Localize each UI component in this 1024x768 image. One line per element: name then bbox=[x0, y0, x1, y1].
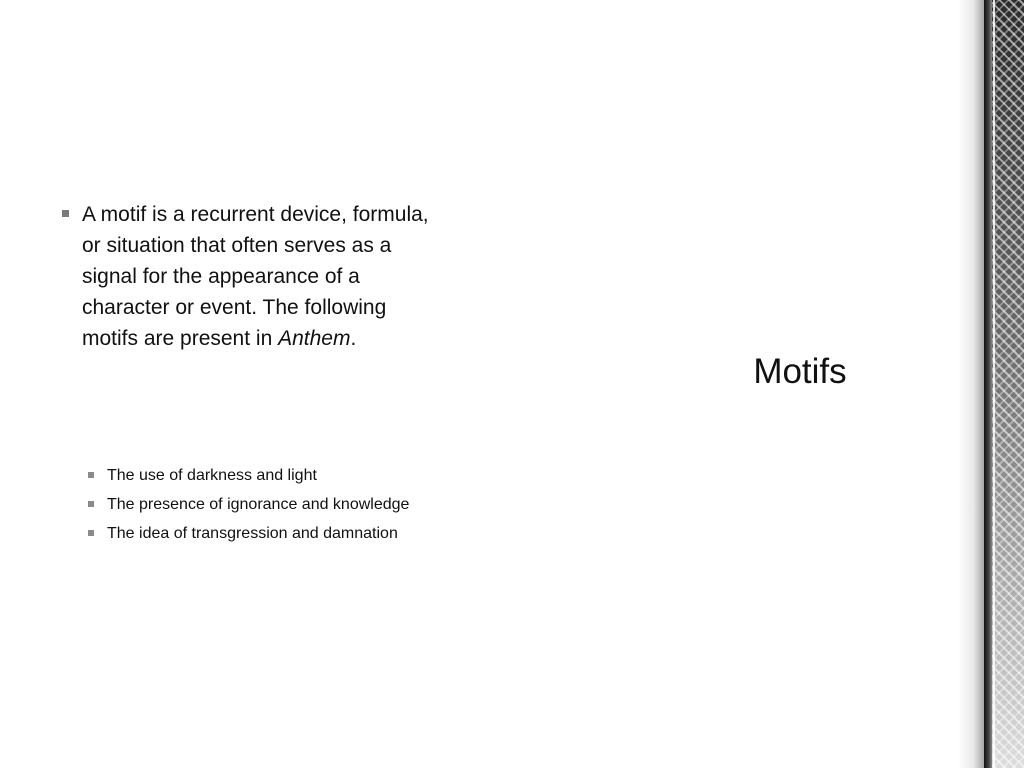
sub-bullet-item bbox=[88, 461, 409, 490]
sub-bullet-text: The use of darkness and light bbox=[107, 467, 317, 484]
square-bullet-icon bbox=[62, 210, 69, 217]
sub-bullet-item bbox=[88, 519, 409, 548]
side-shadow bbox=[958, 0, 986, 768]
sub-bullet-text: The presence of ignorance and knowledge bbox=[107, 496, 410, 513]
sub-bullet-text: The idea of transgression and damnation bbox=[107, 525, 398, 542]
side-bar-line bbox=[993, 0, 995, 768]
sub-bullet-item bbox=[88, 490, 409, 519]
paragraph-emphasis: Anthem bbox=[278, 327, 351, 350]
paragraph-end: . bbox=[350, 327, 357, 350]
paragraph-text: A motif is a recurrent device, formula, or situation that often serves as a signal for the appearance of a character or event. The following motifs are present in bbox=[82, 203, 429, 350]
square-bullet-icon bbox=[88, 530, 94, 536]
body-text bbox=[60, 199, 430, 354]
slide-title: Motifs bbox=[753, 352, 847, 391]
sub-bullet-list bbox=[88, 461, 409, 548]
square-bullet-icon bbox=[88, 472, 94, 478]
main-bullet-paragraph bbox=[60, 199, 430, 354]
square-bullet-icon bbox=[88, 501, 94, 507]
side-bar-edge bbox=[984, 0, 992, 768]
